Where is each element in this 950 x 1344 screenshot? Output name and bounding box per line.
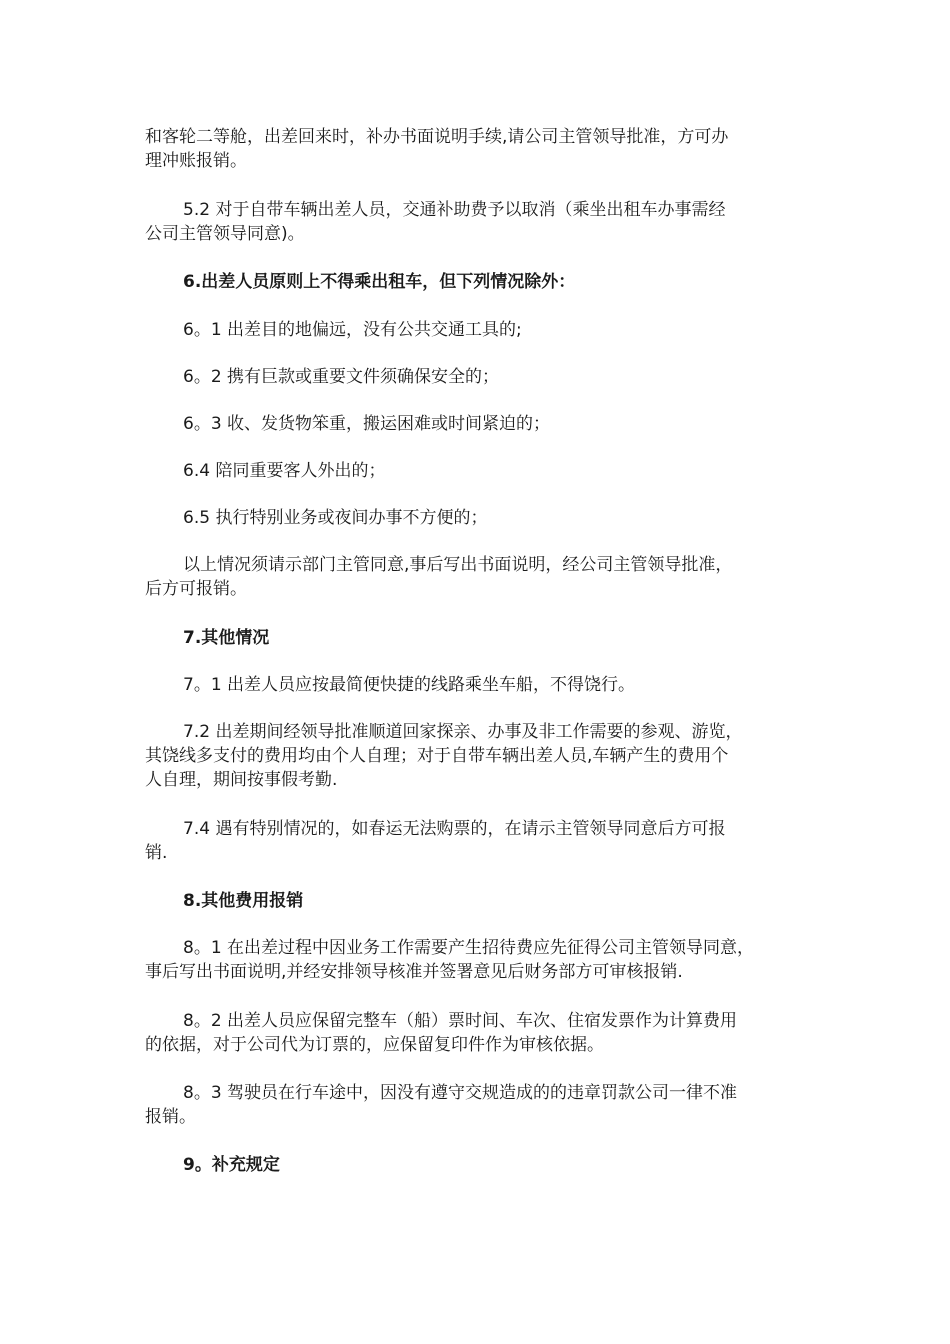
paragraph-6-note	[145, 553, 732, 601]
heading-6: 6.出差人员原则上不得乘出租车，但下列情况除外：	[183, 272, 576, 292]
heading-8: 8.其他费用报销	[183, 891, 304, 911]
paragraph-5-2	[145, 198, 725, 246]
paragraph-6-4: 6.4 陪同重要客人外出的；	[183, 461, 386, 481]
text-line: 事后写出书面说明,并经安排领导核准并签署意见后财务部方可审核报销.	[145, 962, 683, 982]
text-line: 其饶线多支付的费用均由个人自理；对于自带车辆出差人员,车辆产生的费用个	[145, 746, 729, 766]
text-line: 报销。	[145, 1107, 196, 1127]
paragraph-8-1	[145, 936, 754, 984]
paragraph-6-1: 6。1 出差目的地偏远，没有公共交通工具的;	[183, 320, 522, 340]
paragraph-6-2: 6。2 携有巨款或重要文件须确保安全的；	[183, 367, 500, 387]
text-line: 人自理，期间按事假考勤.	[145, 770, 338, 790]
text-line: 理冲账报销。	[145, 151, 247, 171]
text-line: 8。3 驾驶员在行车途中，因没有遵守交规造成的的违章罚款公司一律不准	[183, 1083, 738, 1103]
text-line: 后方可报销。	[145, 579, 247, 599]
text-line: 公司主管领导同意)。	[145, 224, 305, 244]
text-line: 以上情况须请示部门主管同意,事后写出书面说明，经公司主管领导批准，	[183, 555, 733, 575]
paragraph-8-3	[145, 1081, 737, 1129]
paragraph-6-5: 6.5 执行特别业务或夜间办事不方便的；	[183, 508, 488, 528]
paragraph-7-4	[145, 817, 725, 865]
heading-9: 9。补充规定	[183, 1155, 280, 1175]
heading-7: 7.其他情况	[183, 628, 270, 648]
text-line: 和客轮二等舱，出差回来时，补办书面说明手续,请公司主管领导批准，方可办	[145, 127, 729, 147]
text-line: 7.4 遇有特别情况的，如春运无法购票的，在请示主管领导同意后方可报	[183, 819, 726, 839]
paragraph-6-3: 6。3 收、发货物笨重，搬运困难或时间紧迫的；	[183, 414, 551, 434]
text-line: 8。2 出差人员应保留完整车（船）票时间、车次、住宿发票作为计算费用	[183, 1011, 738, 1031]
text-line: 7.2 出差期间经领导批准顺道回家探亲、办事及非工作需要的参观、游览，	[183, 722, 743, 742]
paragraph-7-1: 7。1 出差人员应按最简便快捷的线路乘坐车船，不得饶行。	[183, 675, 636, 695]
text-line: 销.	[145, 843, 168, 863]
paragraph-8-2	[145, 1009, 737, 1057]
text-line: 的依据，对于公司代为订票的，应保留复印件作为审核依据。	[145, 1035, 604, 1055]
text-line: 5.2 对于自带车辆出差人员，交通补助费予以取消（乘坐出租车办事需经	[183, 200, 726, 220]
paragraph-continuation	[145, 125, 728, 173]
text-line: 8。1 在出差过程中因业务工作需要产生招待费应先征得公司主管领导同意，	[183, 938, 755, 958]
paragraph-7-2	[145, 720, 742, 792]
